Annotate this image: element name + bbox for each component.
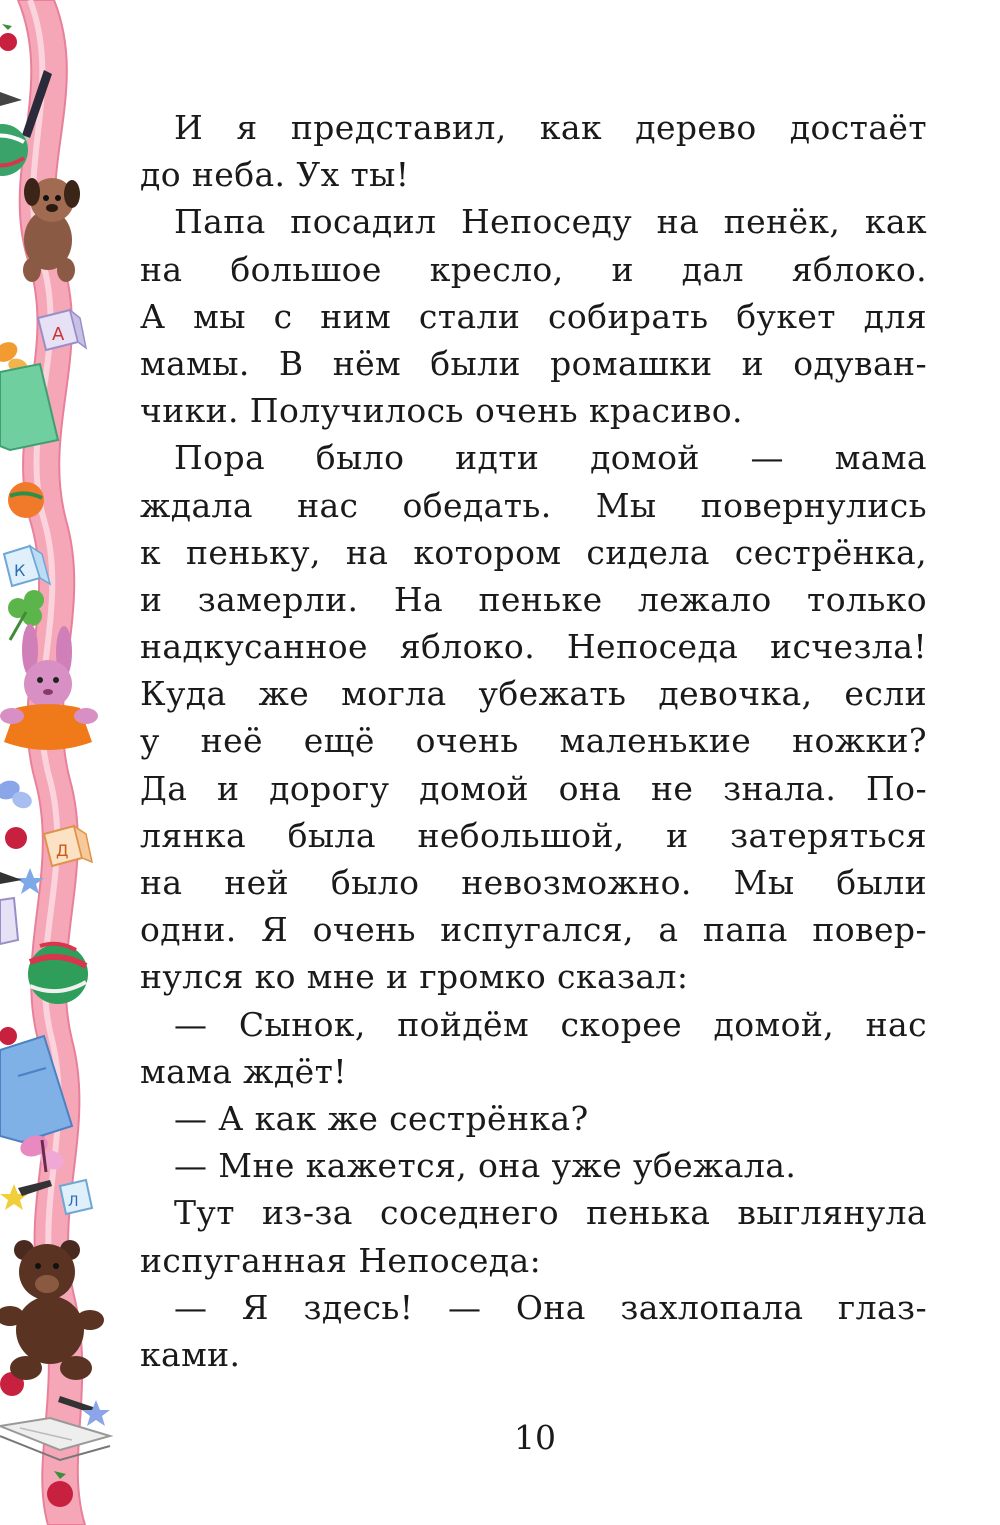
text-line: чики. Получилось очень красиво. — [140, 391, 743, 431]
star-icon — [82, 1400, 110, 1426]
teddy-dog-icon — [23, 178, 80, 282]
toy-margin-decoration — [0, 0, 125, 1525]
letter-block-icon — [44, 826, 92, 866]
letter-block-icon — [0, 898, 18, 944]
text-line: Да и дорогу домой она не знала. По- — [140, 768, 927, 808]
text-line: — Я здесь! — Она захлопала глаз- — [174, 1287, 927, 1327]
text-line: до неба. Ух ты! — [140, 155, 410, 195]
story-text — [140, 104, 927, 1378]
text-line: у неё ещё очень маленькие ножки? — [140, 721, 927, 761]
letter-block-icon — [38, 310, 86, 350]
text-line: мама ждёт! — [140, 1051, 347, 1091]
svg-text:Д: Д — [56, 841, 69, 860]
svg-text:А: А — [52, 324, 65, 345]
text-line: лянка была небольшой, и затеряться — [140, 815, 927, 855]
text-line: Тут из-за соседнего пенька выглянула — [174, 1193, 927, 1233]
svg-text:Л: Л — [68, 1194, 79, 1210]
text-line: Пора было идти домой — мама — [174, 438, 927, 478]
text-line: на большое кресло, и дал яблоко. — [140, 249, 927, 289]
text-line: Папа посадил Непоседу на пенёк, как — [174, 202, 927, 242]
text-line: нулся ко мне и громко сказал: — [140, 957, 689, 997]
text-line: Куда же могла убежать девочка, если — [140, 674, 927, 714]
text-line: И я представил, как дерево достаёт — [174, 108, 927, 147]
text-line: одни. Я очень испугался, а папа повер- — [140, 910, 927, 950]
letter-block-icon — [60, 1180, 92, 1214]
text-line: ждала нас обедать. Мы повернулись — [140, 485, 927, 525]
text-line: к пеньку, на котором сидела сестрёнка, — [140, 532, 927, 572]
text-line: испуганная Непоседа: — [140, 1240, 542, 1280]
ball-icon — [8, 482, 44, 518]
ball-icon — [28, 944, 88, 1004]
text-line: и замерли. На пеньке лежало только — [140, 579, 927, 619]
text-line: надкусанное яблоко. Непоседа исчезла! — [140, 627, 927, 667]
text-line: мамы. В нём были ромашки и одуван- — [140, 343, 927, 383]
text-line: на ней было невозможно. Мы были — [140, 863, 927, 902]
text-line: ками. — [140, 1334, 241, 1374]
butterfly-icon — [0, 777, 34, 810]
page-number: 10 — [514, 1418, 556, 1457]
hairpin-icon — [0, 92, 22, 106]
text-line: — А как же сестрёнка? — [174, 1098, 589, 1138]
text-line: — Сынок, пойдём скорее домой, нас — [174, 1004, 927, 1044]
text-line: А мы с ним стали собирать букет для — [140, 296, 927, 336]
svg-text:К: К — [14, 561, 26, 580]
teddy-bear-icon — [0, 1240, 104, 1380]
text-line: — Мне кажется, она уже убежала. — [174, 1146, 797, 1186]
